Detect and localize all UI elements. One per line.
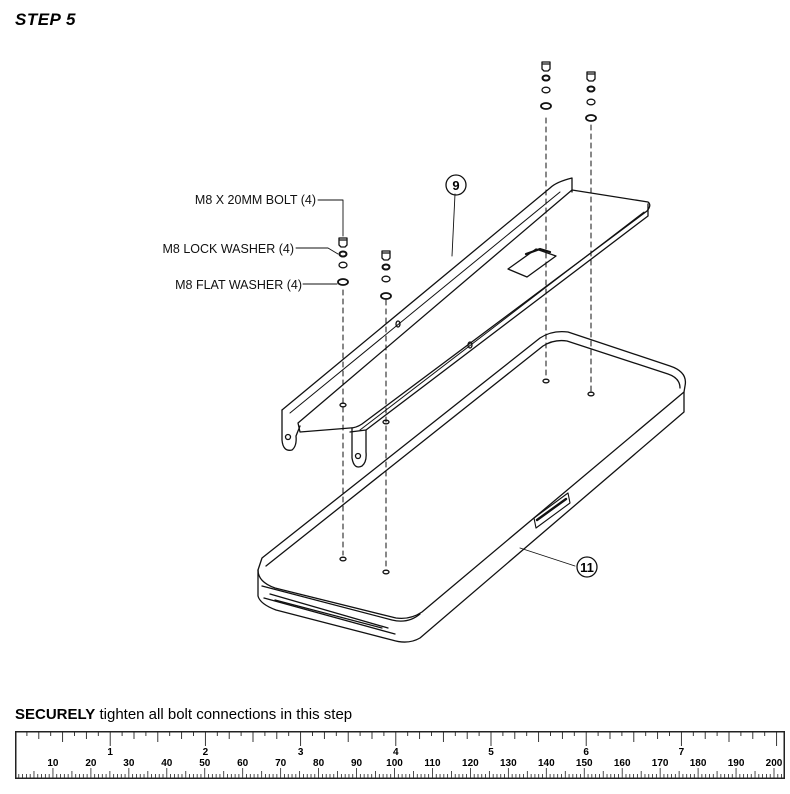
inch-label: 4 <box>393 747 399 758</box>
bracket <box>282 178 650 467</box>
mm-label: 130 <box>500 758 517 769</box>
mm-label: 140 <box>537 758 555 769</box>
inch-label: 3 <box>297 747 304 758</box>
bolt-stack-front-right <box>381 251 391 299</box>
measurement-ruler <box>15 731 785 779</box>
ruler-border <box>16 732 785 779</box>
inch-label: 6 <box>583 747 589 758</box>
brand-badge <box>534 493 570 528</box>
inch-label: 5 <box>488 747 494 758</box>
mm-label: 150 <box>575 758 593 769</box>
inch-label: 1 <box>107 747 113 758</box>
bolt-stack-rear-right <box>586 72 596 121</box>
inch-label: 2 <box>202 747 209 758</box>
leader-lines <box>296 194 575 566</box>
part-number-9: 9 <box>452 178 460 193</box>
mm-label: 180 <box>689 758 707 769</box>
bolt-stack-front-left <box>338 238 348 285</box>
instruction-text <box>15 706 352 723</box>
mm-label: 80 <box>313 758 325 769</box>
mm-label: 200 <box>765 758 783 769</box>
mm-label: 120 <box>462 758 479 769</box>
instruction-emphasis: SECURELY <box>15 706 96 723</box>
mm-label: 90 <box>350 758 363 769</box>
mm-label: 50 <box>199 758 211 769</box>
instruction-body: tighten all bolt connections in this step <box>95 706 353 723</box>
bolt-stack-rear-left <box>541 62 551 109</box>
lock-washer-callout: M8 LOCK WASHER (4) <box>162 242 294 256</box>
mm-label: 110 <box>424 758 441 769</box>
bolt-callout: M8 X 20MM BOLT (4) <box>194 193 316 207</box>
step-title: STEP 5 <box>15 10 76 29</box>
inch-label: 7 <box>678 747 685 758</box>
part-number-11: 11 <box>580 560 594 575</box>
mm-label: 190 <box>727 758 745 769</box>
mm-label: 20 <box>85 758 97 769</box>
mm-label: 60 <box>237 758 249 769</box>
mm-label: 40 <box>161 758 173 769</box>
base-plate <box>258 332 685 642</box>
mm-label: 70 <box>275 758 287 769</box>
mm-label: 170 <box>651 758 669 769</box>
mm-label: 30 <box>123 758 135 769</box>
mm-label: 100 <box>386 758 403 769</box>
mm-label: 160 <box>613 758 631 769</box>
mm-label: 10 <box>47 758 59 769</box>
flat-washer-callout: M8 FLAT WASHER (4) <box>175 278 302 292</box>
